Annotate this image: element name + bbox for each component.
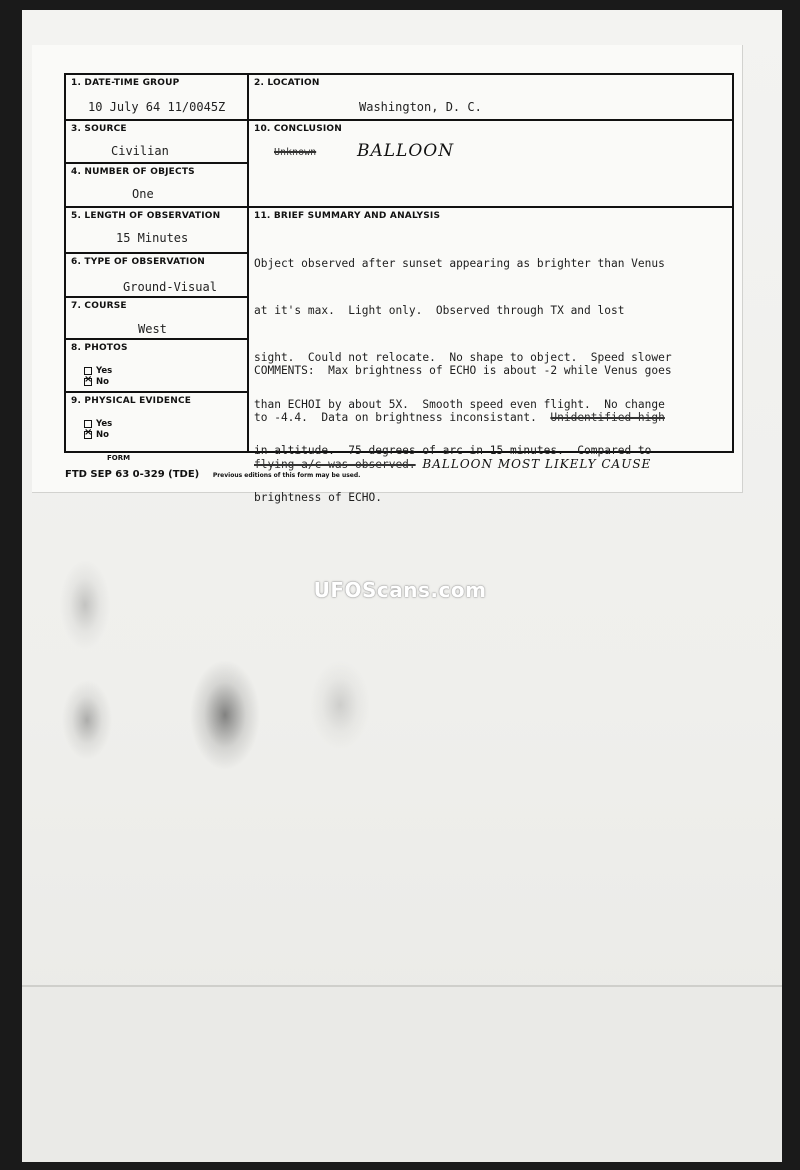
source-cell [66, 121, 247, 162]
physical-evidence-no-label: No [96, 430, 109, 440]
length-of-observation-value: 15 Minutes [116, 231, 189, 245]
source-value: Civilian [111, 144, 169, 158]
form-footer [65, 454, 360, 481]
form-footer-id: FTD SEP 63 0-329 (TDE) [65, 469, 200, 480]
comments-struck-text: flying a/c was observed. [254, 457, 416, 471]
length-of-observation-cell [66, 208, 247, 252]
physical-evidence-label: 9. PHYSICAL EVIDENCE [71, 396, 192, 406]
photos-no-option [84, 377, 109, 387]
photos-no-checkbox[interactable] [84, 378, 92, 386]
photos-label: 8. PHOTOS [71, 343, 128, 353]
type-of-observation-cell [66, 254, 247, 296]
summary-line: brightness of ECHO. [254, 491, 382, 505]
comments-line-text: to -4.4. Data on brightness inconsistant. [254, 410, 551, 424]
scan-smudge [62, 680, 112, 760]
summary-line: in altitude. 75 degrees of arc in 15 minutes. Compared to [254, 444, 652, 458]
summary-line: at it's max. Light only. Observed through TX and lost [254, 303, 625, 317]
physical-evidence-cell [66, 393, 247, 451]
number-of-objects-value: One [132, 187, 154, 201]
comments-line: COMMENTS: Max brightness of ECHO is about -2 while Venus goes [254, 364, 672, 378]
summary-label: 11. BRIEF SUMMARY AND ANALYSIS [254, 211, 441, 221]
source-label: 3. SOURCE [71, 124, 127, 134]
comments-line [254, 410, 726, 426]
conclusion-struck-text: Unknown [274, 147, 317, 158]
summary-line: than ECHOI by about 5X. Smooth speed even flight. No change [254, 397, 665, 411]
location-value: Washington, D. C. [359, 100, 482, 114]
location-cell [249, 75, 732, 119]
photos-cell [66, 340, 247, 391]
summary-line: Object observed after sunset appearing as brighter than Venus [254, 257, 665, 271]
comments-handwritten: BALLOON MOST LIKELY CAUSE [422, 456, 652, 471]
type-of-observation-label: 6. TYPE OF OBSERVATION [71, 257, 206, 267]
course-value: West [138, 322, 167, 336]
course-cell [66, 298, 247, 338]
summary-line: sight. Could not relocate. No shape to object. Speed slower [254, 350, 672, 364]
physical-evidence-yes-label: Yes [96, 419, 113, 429]
scan-smudge [190, 660, 260, 770]
scan-smudge [310, 660, 370, 750]
form-footer-form-label: FORM [107, 454, 131, 462]
paper-lower-section [22, 985, 782, 1162]
date-time-group-value: 10 July 64 11/0045Z [88, 100, 226, 114]
physical-evidence-no-option [84, 430, 109, 440]
course-label: 7. COURSE [71, 301, 127, 311]
conclusion-cell [249, 121, 732, 206]
conclusion-label: 10. CONCLUSION [254, 124, 343, 134]
watermark: UFOScans.com [313, 578, 487, 602]
comments-struck-text: Unidentified high [550, 410, 665, 424]
ufo-report-form [32, 45, 743, 505]
number-of-objects-cell [66, 164, 247, 206]
photos-yes-label: Yes [96, 366, 113, 376]
type-of-observation-value: Ground-Visual [123, 280, 217, 294]
photos-no-label: No [96, 377, 109, 387]
date-time-group-label: 1. DATE-TIME GROUP [71, 78, 180, 88]
scan-smudge [60, 560, 110, 650]
number-of-objects-label: 4. NUMBER OF OBJECTS [71, 167, 195, 177]
form-footer-note: Previous editions of this form may be used. [212, 472, 361, 479]
conclusion-handwritten: BALLOON [357, 141, 455, 161]
location-label: 2. LOCATION [254, 78, 320, 88]
length-of-observation-label: 5. LENGTH OF OBSERVATION [71, 211, 221, 221]
date-time-group-cell [66, 75, 247, 119]
physical-evidence-no-checkbox[interactable] [84, 431, 92, 439]
